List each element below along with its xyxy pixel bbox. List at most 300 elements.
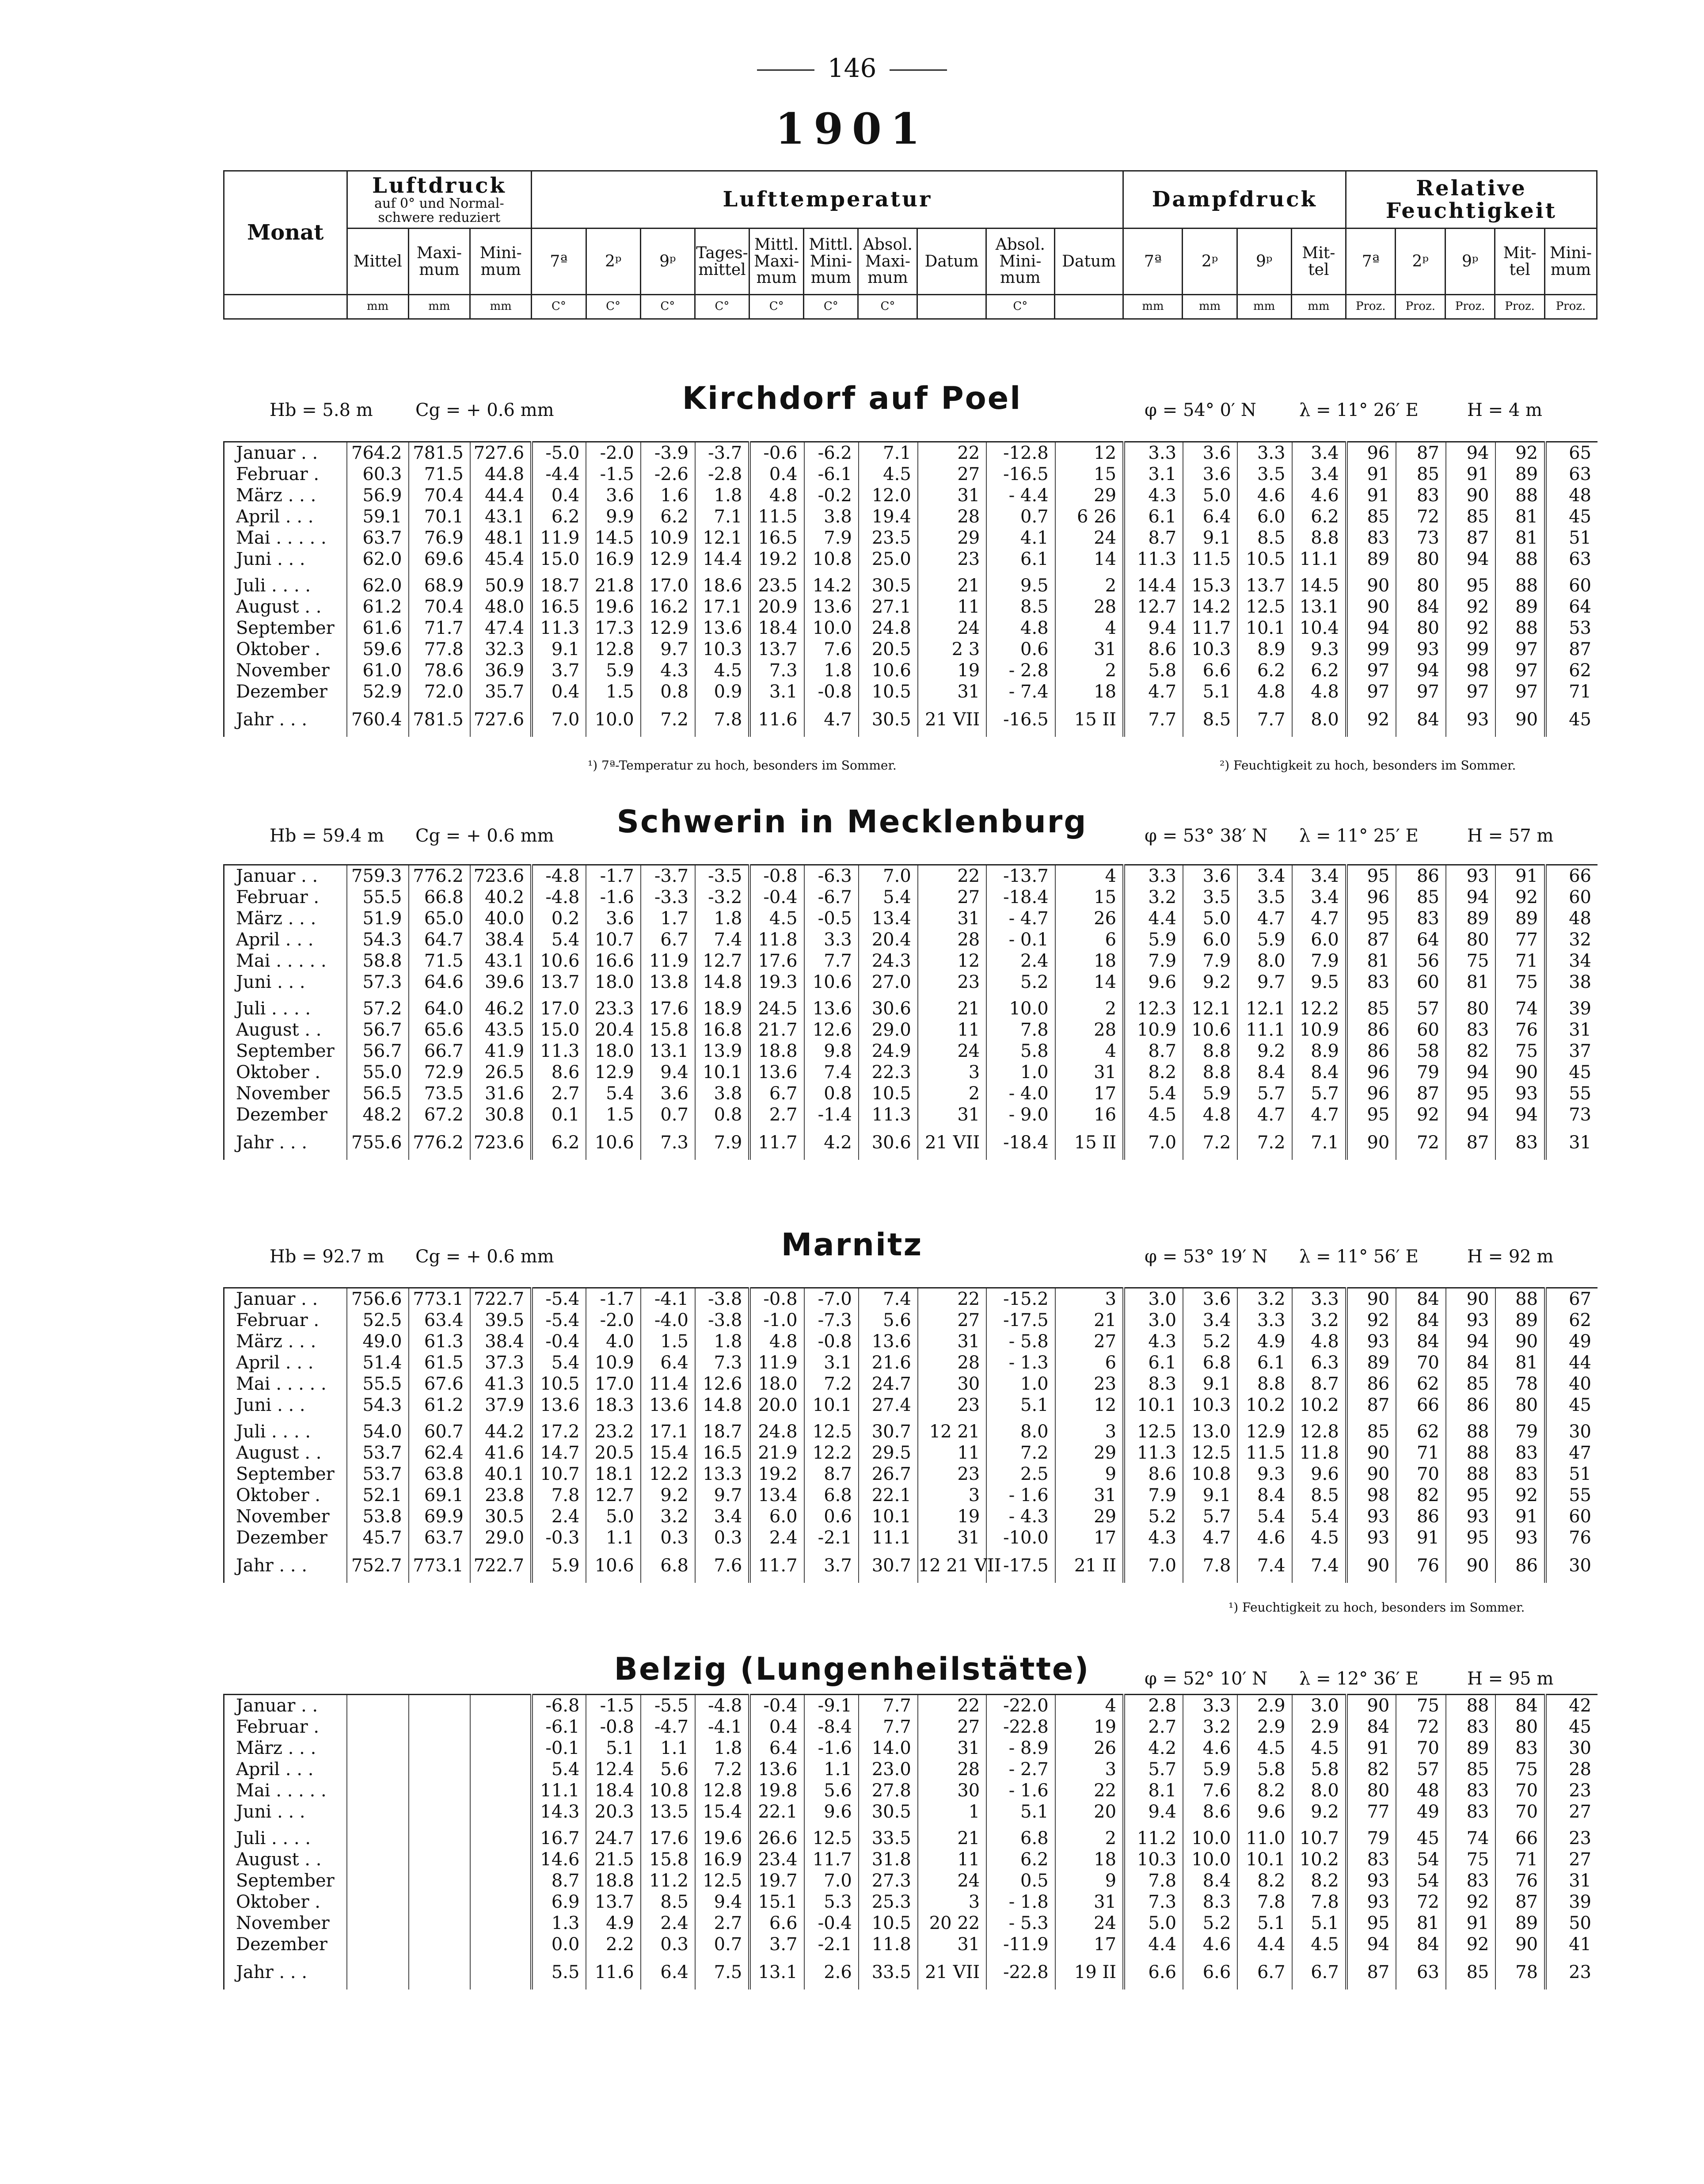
data-cell: 5.6 [804,1780,859,1801]
data-cell: 31.6 [470,1083,532,1104]
data-cell: 12.7 [695,950,749,972]
data-cell: 27 [1545,1849,1598,1870]
data-cell: 48 [1545,485,1598,506]
data-cell: 90 [1346,1548,1396,1583]
data-cell: 9.6 [1124,972,1183,993]
data-cell: 45 [1545,1062,1598,1083]
data-cell: 87 [1396,442,1446,464]
data-cell: 10.5 [859,1083,918,1104]
data-cell: 7.3 [749,660,804,681]
data-cell: 92 [1446,596,1496,617]
data-cell: 31 [1055,1062,1124,1083]
data-cell: - 4.7 [986,908,1055,929]
data-cell: 21 [918,575,986,596]
data-cell: 80 [1396,617,1446,639]
data-cell: -4.8 [695,1695,749,1717]
data-cell [409,1849,470,1870]
header-unit-dampfdruck-2: mm [1237,295,1291,319]
data-cell: 5.4 [532,1759,586,1780]
data-cell: 70.1 [409,506,470,527]
data-cell: 67.2 [409,1104,470,1125]
data-cell [347,1801,408,1822]
data-cell: 92 [1495,442,1545,464]
month-row [224,1695,1598,1717]
data-cell: 4.9 [586,1913,640,1934]
data-cell: 13.4 [859,908,918,929]
data-cell: 49 [1396,1801,1446,1822]
data-cell: 17.0 [532,998,586,1019]
data-cell: 2.7 [749,1104,804,1125]
data-cell: 4 [1055,1041,1124,1062]
data-cell: 54 [1396,1849,1446,1870]
data-cell: 0.9 [695,681,749,702]
data-cell: 10.7 [532,1464,586,1485]
data-cell [409,1695,470,1717]
data-cell: 17.6 [641,1828,695,1849]
data-cell: 71 [1545,681,1598,702]
data-cell: 63 [1396,1955,1446,1990]
data-cell: 8.8 [1292,527,1346,549]
header-luftdruck [347,171,532,229]
data-cell: 25.3 [859,1891,918,1913]
data-cell: 87 [1346,1395,1396,1416]
data-cell: 1.5 [641,1331,695,1352]
header-col-lufttemperatur-5: Mittl. Mini- mum [804,229,858,295]
station-meta-h: H = 57 m [1467,826,1554,846]
month-label: Februar . [224,887,347,908]
data-cell: 5.7 [1237,1083,1292,1104]
data-cell: 5.1 [586,1738,640,1759]
data-cell: 85 [1446,506,1496,527]
data-cell: 14.5 [1292,575,1346,596]
data-cell: 40 [1545,1373,1598,1395]
month-row [224,1485,1598,1506]
data-cell: 5.9 [1124,929,1183,950]
data-cell: 28 [918,929,986,950]
data-cell: 72 [1396,506,1446,527]
footnote-left: ¹) 7ª-Temperatur zu hoch, besonders im Sommer. [588,758,897,773]
data-cell: -6.1 [532,1716,586,1738]
data-cell: 95 [1446,1485,1496,1506]
data-cell: 5.1 [1292,1913,1346,1934]
data-cell: 0.3 [641,1934,695,1955]
header-col-feuchtigkeit-3: Mit- tel [1495,229,1544,295]
data-cell: 3.4 [1292,464,1346,485]
data-cell: 4.4 [1237,1934,1292,1955]
data-cell: 4.6 [1237,1527,1292,1548]
data-cell: 94 [1396,660,1446,681]
data-cell: 5.4 [532,1352,586,1373]
data-cell: 92 [1446,1934,1496,1955]
data-cell: 8.7 [804,1464,859,1485]
gap-cell [804,1822,859,1828]
data-cell: 4.6 [1183,1934,1237,1955]
data-cell: 8.5 [986,596,1055,617]
data-cell: 15 II [1055,702,1124,737]
month-label: Januar . . [224,1288,347,1310]
gap-cell [1396,993,1446,998]
data-cell [347,1716,408,1738]
data-cell: 6.4 [641,1352,695,1373]
data-cell: 62 [1545,1310,1598,1331]
data-cell: 43.1 [470,950,532,972]
data-cell: 11.9 [532,527,586,549]
data-cell: 91 [1346,464,1396,485]
data-cell: 62.0 [347,575,408,596]
data-cell: 63 [1545,464,1598,485]
data-cell: 39.5 [470,1310,532,1331]
data-cell: 8.9 [1237,639,1292,660]
data-cell: 51 [1545,527,1598,549]
data-cell: 10.9 [1292,1019,1346,1041]
gap-cell [586,993,640,998]
data-cell: 70 [1396,1738,1446,1759]
data-cell: 60 [1545,575,1598,596]
data-cell: 4.8 [1292,1331,1346,1352]
data-cell: 77 [1495,929,1545,950]
header-unit-lufttemperatur-2: C° [640,295,695,319]
data-cell: 24 [1055,1913,1124,1934]
data-cell: 17 [1055,1083,1124,1104]
gap-cell [695,993,749,998]
data-cell: 45 [1396,1828,1446,1849]
data-cell: 18.7 [695,1421,749,1442]
data-cell: 7.9 [1124,1485,1183,1506]
gap-cell [695,1416,749,1421]
data-cell: 10.6 [1183,1019,1237,1041]
data-cell: 20.9 [749,596,804,617]
data-cell: 1.8 [695,1331,749,1352]
year-row [224,702,1598,737]
month-row [224,1288,1598,1310]
data-cell: -2.6 [641,464,695,485]
data-cell: 24.7 [586,1828,640,1849]
data-cell: 26.5 [470,1062,532,1083]
month-label: März . . . [224,485,347,506]
data-cell: 4.4 [1124,908,1183,929]
data-cell: 7.4 [859,1288,918,1310]
data-cell: 16.8 [695,1019,749,1041]
data-cell: 6.8 [641,1548,695,1583]
data-cell: 5.4 [1292,1506,1346,1527]
gap-cell [224,1416,347,1421]
data-cell: 28 [1055,596,1124,617]
data-cell: 54.0 [347,1421,408,1442]
data-cell [409,1955,470,1990]
data-cell: 12 21 [918,1421,986,1442]
data-cell: 66 [1396,1395,1446,1416]
data-cell: 54.3 [347,929,408,950]
gap-cell [409,1822,470,1828]
data-cell: 76 [1396,1548,1446,1583]
header-unit-luftdruck-2: mm [470,295,532,319]
data-cell: 13.6 [641,1395,695,1416]
data-cell: 8.7 [1124,527,1183,549]
data-cell: 2 [918,1083,986,1104]
data-cell: 4.5 [859,464,918,485]
data-cell: 23.2 [586,1421,640,1442]
data-cell: 7.8 [1237,1891,1292,1913]
data-cell: -4.7 [641,1716,695,1738]
gap-cell [1545,1416,1598,1421]
header-col-feuchtigkeit-0: 7ª [1346,229,1395,295]
data-cell: 81 [1446,972,1496,993]
data-cell: 11.7 [749,1548,804,1583]
data-cell: 4.7 [1124,681,1183,702]
header-col-lufttemperatur-2: 9ᵖ [640,229,695,295]
data-cell: 1.7 [641,908,695,929]
month-row [224,1891,1598,1913]
data-cell: 4.7 [804,702,859,737]
data-cell: 84 [1446,1352,1496,1373]
month-row [224,575,1598,596]
data-cell: 84 [1396,1331,1446,1352]
data-cell: 45.7 [347,1527,408,1548]
data-cell: 1.8 [695,908,749,929]
data-cell: 3.3 [1237,442,1292,464]
data-cell: 18.4 [586,1780,640,1801]
data-cell: 30 [1545,1421,1598,1442]
data-cell: 3.1 [1124,464,1183,485]
data-cell: 24.8 [749,1421,804,1442]
data-cell: 12.6 [695,1373,749,1395]
data-cell: -3.9 [641,442,695,464]
data-cell: 8.2 [1237,1870,1292,1891]
data-cell: 13.6 [695,617,749,639]
data-cell: 24 [918,1870,986,1891]
header-col-lufttemperatur-0: 7ª [532,229,586,295]
data-cell: 31 [1545,1125,1598,1160]
data-cell: 33.5 [859,1955,918,1990]
data-cell: 9.7 [695,1485,749,1506]
month-row [224,998,1598,1019]
data-cell: 62 [1396,1421,1446,1442]
data-cell: 83 [1346,527,1396,549]
data-cell: 30.8 [470,1104,532,1125]
gap-cell [1346,1822,1396,1828]
data-cell: 1.0 [986,1373,1055,1395]
header-col-lufttemperatur-8: Absol. Mini- mum [986,229,1054,295]
data-cell: 10.0 [986,998,1055,1019]
month-row [224,929,1598,950]
station-meta-hb: Hb = 92.7 m [270,1246,384,1267]
data-cell: 11.8 [859,1934,918,1955]
data-cell: 5.4 [1124,1083,1183,1104]
gap-cell [641,1822,695,1828]
data-cell: 31 [1055,1891,1124,1913]
gap-cell [1545,570,1598,575]
month-label: Dezember [224,1104,347,1125]
data-cell: 23 [918,972,986,993]
data-cell: 28 [918,1352,986,1373]
data-cell: 7.2 [1237,1125,1292,1160]
data-cell: 3.0 [1124,1310,1183,1331]
data-cell: 11.8 [1292,1442,1346,1464]
data-cell: 28 [918,506,986,527]
data-cell: 18 [1055,681,1124,702]
data-cell: 10.6 [859,660,918,681]
data-cell: 64 [1396,929,1446,950]
data-cell: 32.3 [470,639,532,660]
data-cell [409,1870,470,1891]
year-heading: 1901 [775,104,929,154]
data-cell: 1.1 [641,1738,695,1759]
data-cell: 54 [1396,1870,1446,1891]
data-cell: 19 [918,1506,986,1527]
data-cell: 11 [918,596,986,617]
data-cell: 16.2 [641,596,695,617]
data-cell: 0.4 [532,681,586,702]
data-cell: 0.7 [695,1934,749,1955]
data-cell: 727.6 [470,442,532,464]
data-cell: 9.6 [1237,1801,1292,1822]
data-cell: 88 [1495,1288,1545,1310]
data-cell: 24 [1055,527,1124,549]
data-cell: 5.9 [586,660,640,681]
data-cell: 93 [1495,1527,1545,1548]
data-cell: -2.8 [695,464,749,485]
data-cell: 49 [1545,1331,1598,1352]
data-cell: 86 [1346,1041,1396,1062]
data-cell: 19.6 [695,1828,749,1849]
station-table [223,1694,1598,1990]
data-cell: 23 [1545,1828,1598,1849]
data-cell: 30.5 [859,575,918,596]
data-cell [470,1738,532,1759]
data-cell: 4.7 [1237,1104,1292,1125]
data-cell: 14.4 [1124,575,1183,596]
month-label: November [224,1506,347,1527]
data-cell: 3 [1055,1759,1124,1780]
data-cell: 94 [1346,1934,1396,1955]
data-cell: 7.3 [641,1125,695,1160]
data-cell: 10.6 [586,1125,640,1160]
data-cell: 7.0 [804,1870,859,1891]
data-cell: 53 [1545,617,1598,639]
data-cell: 62 [1396,1373,1446,1395]
data-cell: 10.1 [859,1506,918,1527]
data-cell: 80 [1446,929,1496,950]
data-cell: 13.7 [532,972,586,993]
data-cell: 24 [918,1041,986,1062]
data-cell: -0.8 [804,1331,859,1352]
data-cell: 12.2 [1292,998,1346,1019]
data-cell: 6.3 [1292,1352,1346,1373]
month-row [224,1442,1598,1464]
station-meta-h: H = 4 m [1467,400,1542,420]
month-row [224,527,1598,549]
data-cell: 4.7 [1237,908,1292,929]
data-cell: 11.3 [532,1041,586,1062]
data-cell: 47 [1545,1442,1598,1464]
data-cell: 5.7 [1124,1759,1183,1780]
data-cell: 2 [1055,575,1124,596]
data-cell: 19.6 [586,596,640,617]
data-cell: 722.7 [470,1548,532,1583]
data-cell: 3.4 [1237,865,1292,887]
data-cell: 24.9 [859,1041,918,1062]
row-gap [224,1416,1598,1421]
data-cell: 4.4 [1124,1934,1183,1955]
data-cell: 59.1 [347,506,408,527]
month-label: Januar . . [224,865,347,887]
data-cell: 7.4 [1292,1548,1346,1583]
data-cell: 6.2 [532,1125,586,1160]
header-col-luftdruck-2: Mini- mum [470,229,532,295]
data-cell: 13.5 [641,1801,695,1822]
data-cell: 7.7 [804,950,859,972]
data-cell: 10.2 [1292,1395,1346,1416]
month-row [224,1019,1598,1041]
data-cell: 90 [1346,575,1396,596]
header-col-dampfdruck-1: 2ᵖ [1183,229,1237,295]
data-cell: 6.1 [1124,1352,1183,1373]
data-cell [470,1716,532,1738]
month-row [224,972,1598,993]
data-cell: 32 [1545,929,1598,950]
data-cell: -17.5 [986,1310,1055,1331]
gap-cell [409,1416,470,1421]
station-title: Belzig (Lungenheilstätte) [614,1651,1090,1687]
data-cell [347,1849,408,1870]
data-cell: 31 [1545,1870,1598,1891]
data-cell: 17.0 [586,1373,640,1395]
data-cell: 72.0 [409,681,470,702]
data-cell: 57.3 [347,972,408,993]
data-cell: 59.6 [347,639,408,660]
data-cell: 2.9 [1237,1716,1292,1738]
gap-cell [641,570,695,575]
data-cell: -1.5 [586,464,640,485]
data-cell: 24.5 [749,998,804,1019]
data-cell: -4.0 [641,1310,695,1331]
data-cell: 21 VII [918,1955,986,1990]
data-cell: 3.4 [1292,442,1346,464]
data-cell: 1.1 [586,1527,640,1548]
data-cell: 90 [1346,1125,1396,1160]
data-cell: 3.2 [1124,887,1183,908]
data-cell: 21.5 [586,1849,640,1870]
data-cell: 9 [1055,1870,1124,1891]
data-cell: 14.5 [586,527,640,549]
data-cell: 14.2 [1183,596,1237,617]
data-cell: 30.5 [859,1801,918,1822]
data-cell: 91 [1495,865,1545,887]
data-cell: 7.8 [1292,1891,1346,1913]
data-cell: 25.0 [859,549,918,570]
data-cell: 97 [1346,681,1396,702]
data-cell: 11.0 [1237,1828,1292,1849]
data-cell: 65.6 [409,1019,470,1041]
gap-cell [986,1822,1055,1828]
month-row [224,887,1598,908]
data-cell: 5.1 [1237,1913,1292,1934]
data-cell: 9.4 [1124,1801,1183,1822]
data-cell: 8.8 [1183,1062,1237,1083]
month-label: Oktober . [224,639,347,660]
header-unit-lufttemperatur-7 [917,295,986,319]
data-cell: 3.2 [1183,1716,1237,1738]
data-cell: 37.9 [470,1395,532,1416]
data-cell: 85 [1446,1373,1496,1395]
data-cell: 7.4 [695,929,749,950]
data-cell: 8.0 [1292,1780,1346,1801]
data-cell: 85 [1346,998,1396,1019]
data-cell: 21 II [1055,1548,1124,1583]
data-cell: 19.2 [749,549,804,570]
data-cell: 18.4 [749,617,804,639]
data-cell: 12 [1055,1395,1124,1416]
